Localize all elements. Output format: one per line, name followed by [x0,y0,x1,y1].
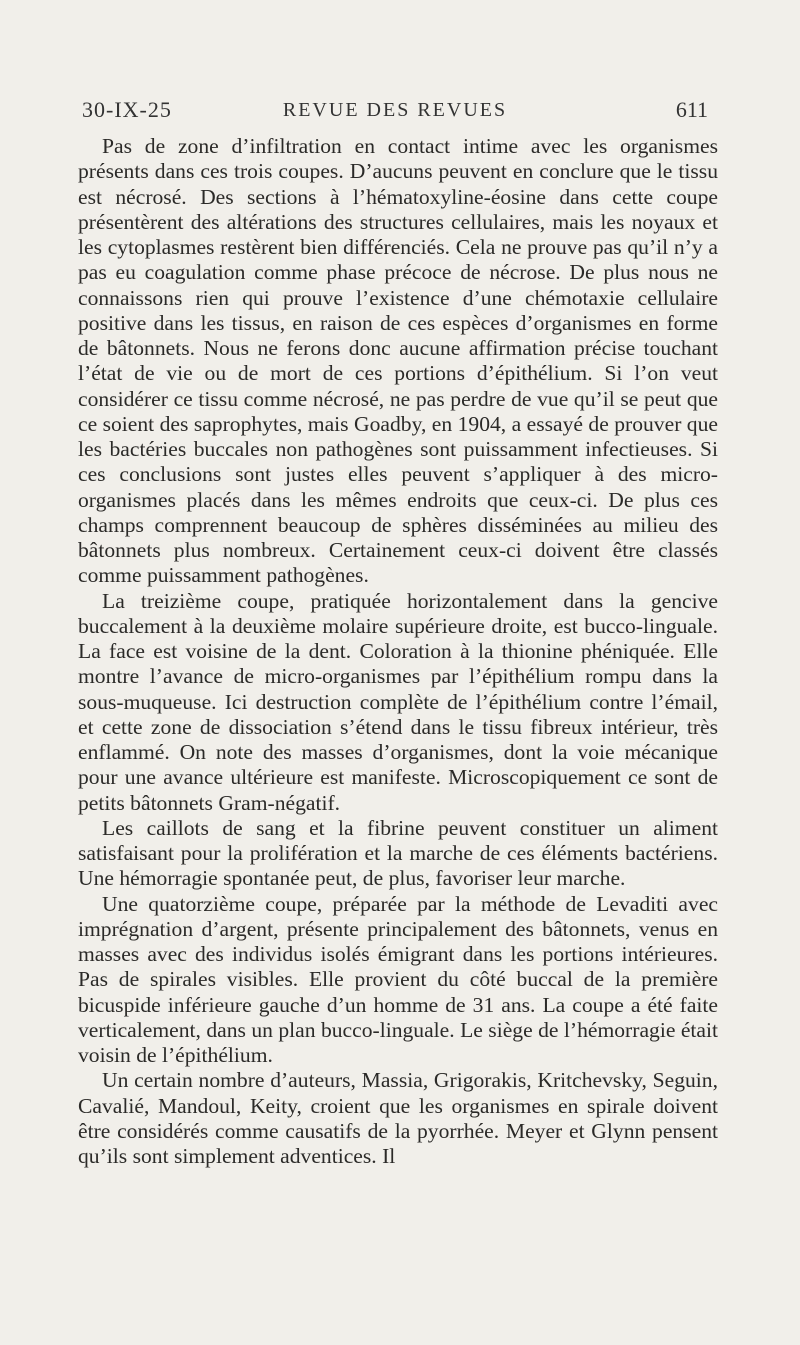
paragraph: Un certain nombre d’auteurs, Massia, Grigorakis, Kritchevsky, Seguin, Cavalié, Mandoul, Keity, croient que les organismes en spirale doivent être considérés comme causatifs de la pyorrhée. Meyer et Glynn pensent qu’ils sont simplement adventices. Il [78,1068,718,1168]
paragraph: Les caillots de sang et la fibrine peuvent constituer un aliment satisfaisant pour la prolifération et la marche de ces éléments bactériens. Une hémorragie spontanée peut, de plus, favoriser leur marche. [78,815,718,891]
paragraph: Une quatorzième coupe, préparée par la méthode de Levaditi avec imprégnation d’argent, présente principalement des bâtonnets, venus en masses avec des individus isolés émigrant dans les portions intérieures. Pas de spirales visibles. Elle provient du côté buccal de la première bicuspide inférieure gauche d’un homme de 31 ans. La coupe a été faite verticalement, dans un plan bucco-linguale. Le siège de l’hémorragie était voisin de l’épithélium. [78,891,718,1067]
header-title: REVUE DES REVUES [282,99,508,121]
page-number: 611 [675,97,708,122]
article-body [78,134,718,1169]
paragraph: Pas de zone d’infiltration en contact intime avec les organismes présents dans ces trois coupes. D’aucuns peuvent en conclure que le tissu est nécrosé. Des sections à l’hématoxyline-éosine dans cette coupe présentèrent des altérations des structures cellulaires, mais les noyaux et les cytoplasmes restèrent bien différenciés. Cela ne prouve pas qu’il n’y a pas eu coagulation comme phase précoce de nécrose. De plus nous ne connaissons rien qui prouve l’existence d’une chémotaxie cellulaire positive dans les tissus, en raison de ces espèces d’organismes en forme de bâtonnets. Nous ne ferons donc aucune affirmation précise touchant l’état de vie ou de mort de ces portions d’épithélium. Si l’on veut considérer ce tissu comme nécrosé, ne pas perdre de vue qu’il se peut que ce soient des saprophytes, mais Goadby, en 1904, a essayé de prouver que les bactéries buccales non pathogènes sont puissamment infectieuses. Si ces conclusions sont justes elles peuvent s’appliquer à des micro-organismes placés dans les mêmes endroits que ceux-ci. De plus ces champs comprennent beaucoup de sphères disséminées au milieu des bâtonnets plus nombreux. Certainement ceux-ci doivent être classés comme puissamment pathogènes. [78,134,718,588]
paragraph: La treizième coupe, pratiquée horizontalement dans la gencive buccalement à la deuxième molaire supérieure droite, est bucco-linguale. La face est voisine de la dent. Coloration à la thionine phéniquée. Elle montre l’avance de micro-organismes par l’épithélium rompu dans la sous-muqueuse. Ici destruction complète de l’épithélium contre l’émail, et cette zone de dissociation s’étend dans le tissu fibreux intérieur, très enflammé. On note des masses d’organismes, dont la voie mécanique pour une avance ultérieure est manifeste. Microscopiquement ce sont de petits bâtonnets Gram-négatif. [78,588,718,815]
header-date: 30-IX-25 [82,97,172,122]
running-header [82,97,708,127]
